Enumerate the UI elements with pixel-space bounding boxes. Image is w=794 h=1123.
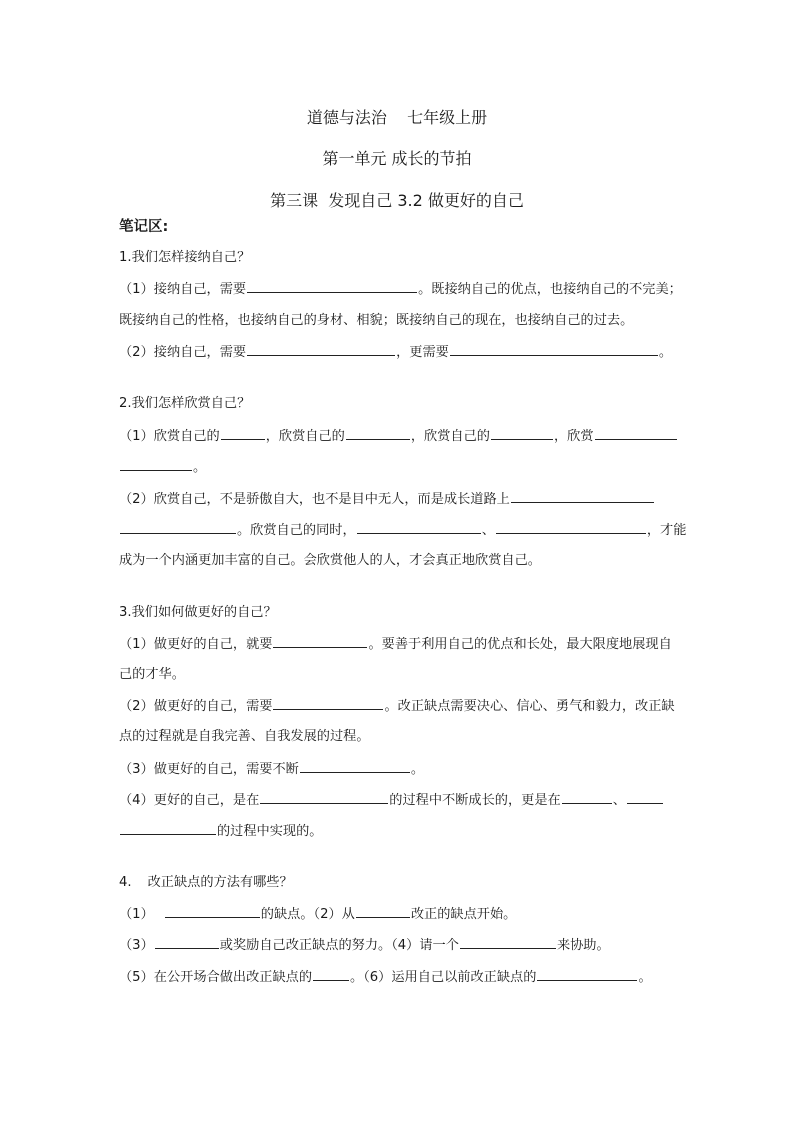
text-fragment: 。改正缺点需要决心、信心、勇气和毅力，改正缺 xyxy=(384,699,675,714)
section-2-line-2 xyxy=(119,457,206,478)
fill-blank[interactable] xyxy=(496,520,646,534)
text-fragment: （1）欣赏自己的 xyxy=(119,429,220,444)
fill-blank[interactable] xyxy=(491,426,553,440)
fill-blank[interactable] xyxy=(260,790,388,804)
text-fragment: ，更需要 xyxy=(396,345,449,360)
text-fragment: 、 xyxy=(612,793,626,808)
text-fragment: 改正的缺点开始。 xyxy=(410,907,517,922)
fill-blank[interactable] xyxy=(537,967,637,981)
text-fragment: 。 xyxy=(638,970,652,985)
section-4-heading xyxy=(119,873,293,893)
fill-blank[interactable] xyxy=(247,342,395,356)
section-2-line-5: 成为一个内涵更加丰富的自己。会欣赏他人的人，才会真正地欣赏自己。 xyxy=(119,553,541,568)
text-fragment: （2）做更好的自己，需要 xyxy=(119,699,273,714)
section-4-number: 4. xyxy=(119,875,132,890)
text-fragment: （2）接纳自己，需要 xyxy=(119,345,247,360)
text-fragment: 、 xyxy=(481,523,495,538)
notes-label: 笔记区: xyxy=(119,219,169,235)
fill-blank[interactable] xyxy=(247,279,417,293)
fill-blank[interactable] xyxy=(221,426,265,440)
text-fragment: 或奖励自己改正缺点的努力。（4）请一个 xyxy=(219,938,459,953)
text-fragment: 来协助。 xyxy=(556,938,610,953)
text-fragment: 。欣赏自己的同时， xyxy=(237,523,356,538)
section-3-heading: 3.我们如何做更好的自己？ xyxy=(119,605,277,620)
section-1-line-3 xyxy=(119,342,672,363)
section-3-line-1 xyxy=(119,634,672,655)
section-3-line-5 xyxy=(119,759,424,780)
text-fragment: （5）在公开场合做出改正缺点的 xyxy=(119,970,313,985)
section-3-line-6 xyxy=(119,790,664,811)
section-2-line-3 xyxy=(119,489,655,510)
text-fragment: 。既接纳自己的优点，也接纳自己的不完美； xyxy=(418,282,682,297)
text-fragment: （1） xyxy=(119,907,154,922)
fill-blank[interactable] xyxy=(346,426,410,440)
text-fragment: （3）做更好的自己，需要不断 xyxy=(119,762,299,777)
section-3-line-7 xyxy=(119,821,323,842)
fill-blank[interactable] xyxy=(450,342,658,356)
section-3-line-4: 点的过程就是自我完善、自我发展的过程。 xyxy=(119,729,370,744)
fill-blank[interactable] xyxy=(627,790,663,804)
text-fragment: 。 xyxy=(193,460,207,475)
fill-blank[interactable] xyxy=(511,489,654,503)
text-fragment: 。要善于利用自己的优点和长处，最大限度地展现自 xyxy=(368,637,672,652)
fill-blank[interactable] xyxy=(120,457,192,471)
doc-title-subject: 道德与法治 七年级上册 xyxy=(306,108,488,127)
section-4-line-1 xyxy=(119,904,516,925)
text-fragment: （2）欣赏自己，不是骄傲自大，也不是目中无人，而是成长道路上 xyxy=(119,492,510,507)
text-fragment: ，才能 xyxy=(646,523,687,538)
fill-blank[interactable] xyxy=(595,426,677,440)
section-4-line-3 xyxy=(119,967,652,988)
doc-title-lesson: 第三课 发现自己 3.2 做更好的自己 xyxy=(270,191,524,210)
fill-blank[interactable] xyxy=(562,790,612,804)
text-fragment: 的过程中不断成长的，更是在 xyxy=(389,793,561,808)
section-2-line-4 xyxy=(119,520,686,541)
section-1-line-2: 既接纳自己的性格，也接纳自己的身材、相貌；既接纳自己的现在，也接纳自己的过去。 xyxy=(119,313,634,328)
fill-blank[interactable] xyxy=(165,904,260,918)
section-4-title: 改正缺点的方法有哪些？ xyxy=(147,875,293,890)
fill-blank[interactable] xyxy=(313,967,349,981)
text-fragment: ，欣赏自己的 xyxy=(265,429,345,444)
fill-blank[interactable] xyxy=(356,904,410,918)
text-fragment: 的缺点。（2）从 xyxy=(260,907,355,922)
fill-blank[interactable] xyxy=(460,935,556,949)
text-fragment: （1）接纳自己，需要 xyxy=(119,282,247,297)
section-2-heading: 2.我们怎样欣赏自己？ xyxy=(119,396,251,411)
text-fragment: 。 xyxy=(410,762,425,777)
section-1-line-1 xyxy=(119,279,682,300)
section-4-line-2 xyxy=(119,935,610,956)
text-fragment: （1）做更好的自己，就要 xyxy=(119,637,273,652)
text-fragment: ，欣赏自己的 xyxy=(410,429,490,444)
text-fragment: 。（6）运用自己以前改正缺点的 xyxy=(350,970,537,985)
fill-blank[interactable] xyxy=(300,759,410,773)
fill-blank[interactable] xyxy=(120,520,236,534)
text-fragment: （4）更好的自己，是在 xyxy=(119,793,260,808)
section-1-heading: 1.我们怎样接纳自己？ xyxy=(119,250,251,265)
text-fragment: 。 xyxy=(658,345,673,360)
text-fragment: ，欣赏 xyxy=(553,429,594,444)
fill-blank[interactable] xyxy=(357,520,481,534)
text-fragment: （3） xyxy=(119,938,154,953)
doc-title-unit: 第一单元 成长的节拍 xyxy=(322,149,472,168)
fill-blank[interactable] xyxy=(155,935,219,949)
section-2-line-1 xyxy=(119,426,678,447)
section-3-line-3 xyxy=(119,696,675,717)
fill-blank[interactable] xyxy=(120,821,216,835)
fill-blank[interactable] xyxy=(273,634,367,648)
fill-blank[interactable] xyxy=(273,696,383,710)
text-fragment: 的过程中实现的。 xyxy=(217,824,323,839)
section-3-line-2: 己的才华。 xyxy=(119,667,185,682)
